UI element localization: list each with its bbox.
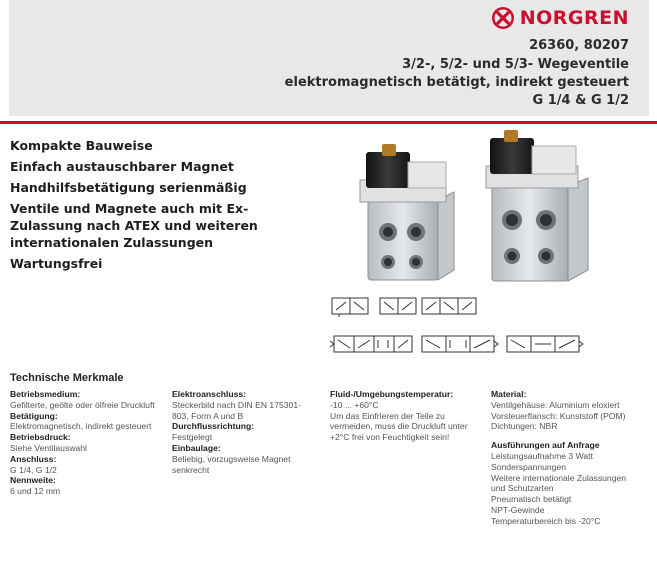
spec-value: NPT-Gewinde: [491, 504, 545, 515]
specs-column-4: [491, 389, 641, 527]
product-numbers: 26360, 80207: [529, 38, 629, 53]
spec-label: Durchflussrichtung:: [172, 421, 255, 432]
norgren-logo-icon: [491, 6, 515, 30]
spec-label: Einbaulage:: [172, 442, 221, 453]
spec-label: Betriebsmedium:: [10, 389, 81, 399]
port-sizes: G 1/4 & G 1/2: [532, 93, 629, 108]
valve-photo-large: [480, 128, 600, 285]
valve-symbol-5-3-b-icon: [505, 333, 585, 355]
spec-value: -10 ... +60°C: [330, 399, 379, 410]
spec-value: Gefilterte, geölte oder ölfreie Druckluft: [10, 399, 155, 410]
specs-column-1: [10, 389, 155, 497]
spec-value: Weitere internationale Zulassungen und Schutzarten: [491, 472, 627, 494]
spec-value: Siehe Ventilauswahl: [10, 442, 87, 453]
spec-value: Elektromagnetisch, indirekt gesteuert: [10, 421, 152, 432]
spec-value: Steckerbild nach DIN EN 175301-803, Form A und B: [172, 399, 301, 421]
specs-column-3: [330, 389, 475, 443]
feature-item: Wartungsfrei: [10, 256, 103, 271]
brand-name: NORGREN: [519, 7, 629, 29]
spec-value: Festgelegt: [172, 432, 213, 443]
feature-list: [10, 137, 310, 276]
spec-label: Betätigung:: [10, 410, 58, 421]
spec-value: Ventilgehäuse: Aluminium eloxiert: [491, 399, 620, 410]
spec-label: Ausführungen auf Anfrage: [491, 440, 600, 451]
valve-photo-small: [350, 140, 470, 285]
product-title: 3/2-, 5/2- und 5/3- Wegeventile: [402, 57, 629, 72]
spec-value: Sonderspannungen: [491, 461, 567, 472]
spec-label: Fluid-/Umgebungstemperatur:: [330, 389, 454, 399]
brand-logo: [491, 6, 629, 30]
feature-item: Ventile und Magnete auch mit Ex-Zulassung nach ATEX und weiteren internationalen Zulassungen: [10, 201, 258, 250]
spec-label: Elektroanschluss:: [172, 389, 247, 399]
spec-note: Um das Einfrieren der Teile zu vermeiden, muss die Druckluft unter +2°C frei von Feuchtigkeit sein!: [330, 410, 468, 443]
spec-value: Beliebig, vorzugsweise Magnet senkrecht: [172, 453, 291, 475]
product-subtitle: elektromagnetisch betätigt, indirekt gesteuert: [284, 75, 629, 90]
feature-item: Kompakte Bauweise: [10, 138, 153, 153]
spec-value: Leistungsaufnahme 3 Watt: [491, 450, 593, 461]
divider-rule: [0, 121, 657, 124]
spec-value: 6 und 12 mm: [10, 486, 61, 497]
feature-item: Handhilfsbetätigung serienmäßig: [10, 180, 247, 195]
spec-label: Anschluss:: [10, 453, 57, 464]
valve-symbol-5-3-icon: [420, 333, 500, 355]
spec-value: Vorsteuerflansch: Kunststoff (POM): [491, 410, 626, 421]
spec-value: Pneumatisch betätigt: [491, 494, 572, 505]
spec-label: Material:: [491, 389, 527, 399]
spec-value: G 1/4, G 1/2: [10, 464, 57, 475]
valve-symbol-5-2-b-icon: [330, 333, 415, 355]
spec-label: Betriebsdruck:: [10, 432, 71, 443]
feature-item: Einfach austauschbarer Magnet: [10, 159, 234, 174]
specs-title: Technische Merkmale: [10, 372, 124, 384]
spec-value: Dichtungen: NBR: [491, 421, 558, 432]
spec-value: Temperaturbereich bis -20°C: [491, 515, 601, 526]
valve-symbol-5-2-icon: [420, 295, 480, 317]
spec-label: Nennweite:: [10, 475, 56, 486]
specs-column-2: [172, 389, 317, 475]
